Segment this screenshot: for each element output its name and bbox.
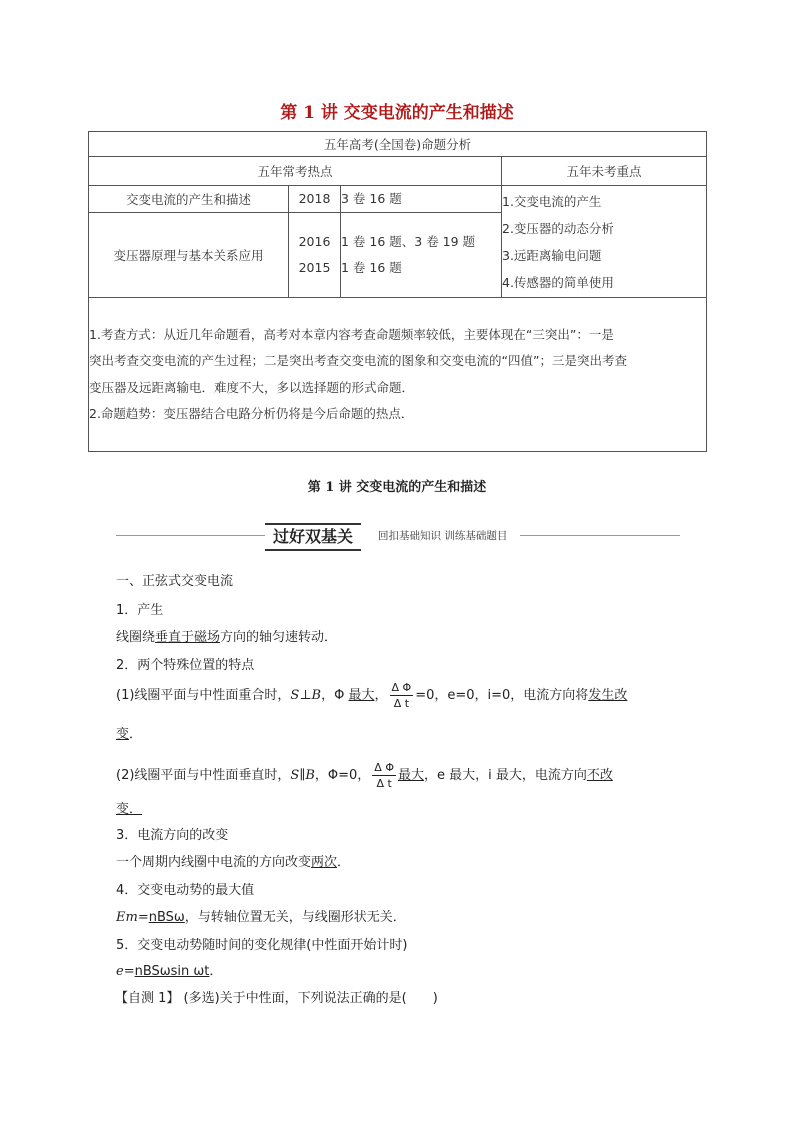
point-text: 变． [116, 802, 143, 817]
note-line: 变压器及远距离输电．难度不大，多以选择题的形式命题． [89, 379, 415, 395]
delta-fraction: $\frac{\text{Δ Φ}}{\text{Δ t}}$ [374, 761, 394, 790]
self-test-question: 【自测 1】 (多选)关于中性面，下列说法正确的是( ) [115, 991, 438, 1006]
analysis-notes [89, 298, 707, 452]
year-cell: 2018 [289, 186, 341, 213]
banner-title: 过好双基关 [265, 523, 361, 551]
year-value: 2016 [298, 234, 331, 249]
banner-divider-left [116, 535, 266, 536]
year-value: 2015 [298, 260, 331, 275]
topic-cell: 变压器原理与基本关系应用 [89, 213, 289, 298]
focus-item: 4.传感器的简单使用 [502, 274, 614, 290]
analysis-table [88, 131, 707, 452]
focus-item: 2.变压器的动态分析 [502, 220, 614, 236]
paper-cell [341, 213, 502, 298]
focus-list [502, 186, 707, 298]
year-cell [289, 213, 341, 298]
note-line: 2.命题趋势：变压器结合电路分析仍将是今后命题的热点． [89, 406, 414, 421]
paper-value: 1 卷 16 题、3 卷 19 题 [341, 234, 476, 249]
topic-cell: 交变电流的产生和描述 [89, 186, 289, 213]
point-text: Em=nBSω，与转轴位置无关，与线圈形状无关． [116, 910, 406, 925]
point-title: 2．两个特殊位置的特点 [116, 658, 255, 673]
banner-subtitle: 回扣基础知识 训练基础题目 [378, 530, 508, 542]
point-text: 变． [116, 727, 143, 742]
point-text: 线圈绕垂直于磁场方向的轴匀速转动． [116, 630, 338, 645]
delta-fraction: $\frac{\text{Δ Φ}}{\text{Δ t}}$ [391, 681, 412, 710]
point-title: 4．交变电动势的最大值 [116, 883, 255, 898]
column-header-hot: 五年常考热点 [89, 157, 502, 186]
point-text: 一个周期内线圈中电流的方向改变两次． [116, 855, 351, 870]
note-line: 1.考查方式：从近几年命题看，高考对本章内容考查命题频率较低，主要体现在“三突出”：一是 [89, 326, 614, 342]
section-subtitle: 第 1 讲 交变电流的产生和描述 [307, 480, 487, 495]
point-title: 1．产生 [116, 603, 164, 618]
table-caption: 五年高考(全国卷)命题分析 [89, 132, 707, 157]
paper-cell: 3 卷 16 题 [341, 186, 502, 213]
paper-value: 1 卷 16 题 [341, 260, 402, 275]
banner-divider-right [520, 535, 680, 536]
point-title: 3．电流方向的改变 [116, 828, 229, 843]
point-title: 5．交变电动势随时间的变化规律(中性面开始计时) [116, 938, 408, 953]
point-text: (2)线圈平面与中性面垂直时，S∥B，Φ=0， $\frac{\text{Δ Φ}}{\text{Δ t}}$ 最大，e 最大，i 最大，电流方向不改 [116, 761, 613, 790]
section-heading: 一、正弦式交变电流 [116, 574, 234, 589]
point-text: e=nBSωsin ωt． [116, 964, 223, 979]
point-text: (1)线圈平面与中性面重合时，S⊥B，Φ 最大， $\frac{\text{Δ Φ}}{\text{Δ t}}$ =0，e=0，i=0，电流方向将发生改 [116, 681, 628, 710]
column-header-focus: 五年未考重点 [502, 157, 707, 186]
focus-item: 1.交变电流的产生 [502, 193, 602, 209]
focus-item: 3.远距离输电问题 [502, 247, 602, 263]
page-title: 第 1 讲 交变电流的产生和描述 [280, 103, 514, 123]
note-line: 突出考查交变电流的产生过程；二是突出考查交变电流的图象和交变电流的“四值”；三是突出考查 [89, 353, 627, 368]
